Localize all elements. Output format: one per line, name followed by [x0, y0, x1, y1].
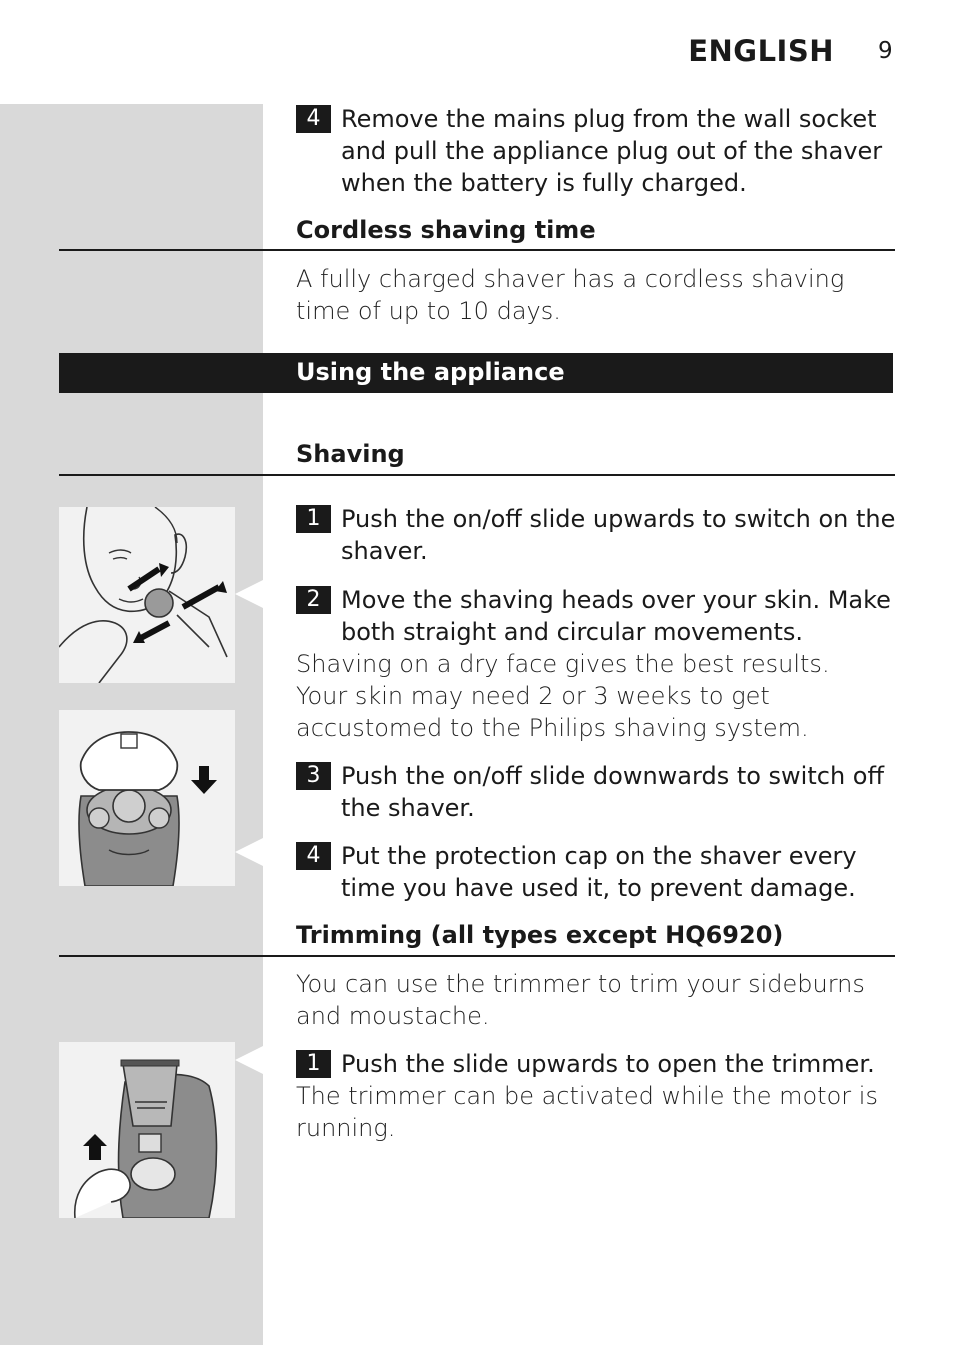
trimmer-icon — [59, 1042, 235, 1218]
shaving-step-3 — [296, 760, 896, 824]
divider — [59, 474, 895, 476]
trimmer-illustration — [59, 1042, 235, 1218]
pointer-notch — [235, 1046, 263, 1074]
shaving-step-1 — [296, 503, 896, 567]
step-number: 3 — [296, 762, 331, 790]
step-number: 4 — [296, 105, 331, 133]
step-number: 1 — [296, 1050, 331, 1078]
step-number: 4 — [296, 842, 331, 870]
divider — [59, 955, 895, 957]
section-bar — [59, 353, 893, 393]
face-shaving-illustration — [59, 507, 235, 683]
trimming-step-1 — [296, 1048, 896, 1080]
protection-cap-icon — [59, 710, 235, 886]
pointer-notch — [235, 580, 263, 608]
section-title: Using the appliance — [296, 358, 565, 386]
step-text: Move the shaving heads over your skin. Make both straight and circular movements. — [341, 586, 891, 646]
shaving-note-1: Shaving on a dry face gives the best results. — [296, 650, 830, 678]
step-text: Push the on/off slide upwards to switch on the shaver. — [341, 505, 896, 565]
cordless-text: A fully charged shaver has a cordless shaving time of up to 10 days. — [296, 265, 845, 325]
shaving-note-2: Your skin may need 2 or 3 weeks to get accustomed to the Philips shaving system. — [296, 682, 809, 742]
protection-cap-illustration — [59, 710, 235, 886]
divider — [59, 249, 895, 251]
face-shaving-icon — [59, 507, 235, 683]
step-text: Push the slide upwards to open the trimmer. — [341, 1050, 875, 1078]
trimming-intro: You can use the trimmer to trim your sideburns and moustache. — [296, 970, 865, 1030]
step-number: 2 — [296, 586, 331, 614]
trimming-note: The trimmer can be activated while the motor is running. — [296, 1082, 878, 1142]
shaving-heading: Shaving — [296, 440, 405, 468]
shaving-step-4 — [296, 840, 896, 904]
cordless-heading: Cordless shaving time — [296, 216, 596, 244]
shaving-step-2 — [296, 584, 896, 648]
step-text: Put the protection cap on the shaver every time you have used it, to prevent damage. — [341, 842, 857, 902]
header-language: ENGLISH — [688, 34, 834, 68]
pointer-notch — [235, 838, 263, 866]
charging-step-4 — [296, 103, 896, 199]
step-text: Push the on/off slide downwards to switch off the shaver. — [341, 762, 885, 822]
step-number: 1 — [296, 505, 331, 533]
step-text: Remove the mains plug from the wall socket and pull the appliance plug out of the shaver when the battery is fully charged. — [341, 105, 883, 197]
trimming-heading: Trimming (all types except HQ6920) — [296, 921, 784, 949]
page-number: 9 — [878, 38, 893, 64]
